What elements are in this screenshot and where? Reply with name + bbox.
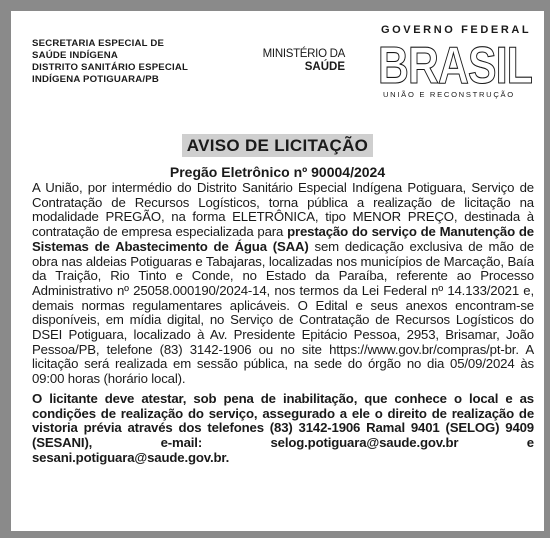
notice-panel	[11, 11, 544, 531]
notice-body	[32, 181, 534, 465]
ministerio-block	[255, 48, 345, 74]
paragraph-2: O licitante deve atestar, sob pena de inabilitação, que conhece o local e as condições de realização do serviço, assegurado a ele o direito de realização de vistoria prévia através dos telefones (83) 3142-1906 Ramal 9401 (SELOG) 9409 (SESANI), e-mail: selog.potiguara@saude.gov.br e sesani.potiguara@saude.gov.br.	[32, 390, 534, 465]
notice-title: AVISO DE LICITAÇÃO	[182, 134, 373, 157]
brasil-logo-text: BRASIL	[378, 37, 533, 89]
paragraph-1-text-b: sem dedicação exclusiva de mão de obra nas aldeias Potiguaras e Tabajaras, localizadas nos municípios de Marcação, Baía da Traição, Rio Tinto e Conde, no Estado da Paraíba, referente ao Processo Administrativo nº 25058.000190/2024-14, nos termos da Lei Federal nº 14.133/2021 e, demais normas regulamentares aplicáveis. O Edital e seus anexos encontram-se disponíveis, em mídia digital, no Serviço de Contratação de Recursos Logísticos do DSEI Potiguara, localizado à Av. Presidente Epitácio Pessoa, 2953, Brisamar, João Pessoa/PB, telefone (83) 3142-1906 ou no site https://www.gov.br/compras/pt-br. A licitação será realizada em sessão pública, na sede do órgão no dia 05/09/2024 às 09:00 horas (horário local).	[32, 238, 534, 387]
brasil-logo	[376, 37, 536, 89]
ministerio-label: MINISTÉRIO DA	[262, 48, 345, 60]
secretaria-line: SAÚDE INDÍGENA	[32, 50, 118, 61]
secretaria-line: INDÍGENA POTIGUARA/PB	[32, 74, 159, 85]
title-wrap	[11, 134, 544, 157]
saude-label: SAÚDE	[304, 61, 345, 73]
secretaria-line: DISTRITO SANITÁRIO ESPECIAL	[32, 62, 189, 73]
slogan: UNIÃO E RECONSTRUÇÃO	[383, 90, 515, 99]
paragraph-1	[32, 181, 534, 387]
notice-subtitle: Pregão Eletrônico nº 90004/2024	[169, 164, 386, 180]
governo-federal-title: GOVERNO FEDERAL	[381, 24, 532, 36]
paragraph-1-text-a: A União, por intermédio do Distrito Sanitário Especial Indígena Potiguara, Serviço de Contratação de Recursos Logísticos, torna pública a realização de licitação na modalidade PREGÃO, na forma ELETRÔNICA, tipo MENOR PREÇO, destinada à contratação de empresa especializada para	[32, 180, 534, 240]
paragraph-1-bold: prestação do serviço de Manutenção de Sistemas de Abastecimento de Água (SAA)	[32, 224, 534, 254]
secretaria-block	[32, 38, 188, 86]
secretaria-line: SECRETARIA ESPECIAL DE	[32, 38, 165, 49]
